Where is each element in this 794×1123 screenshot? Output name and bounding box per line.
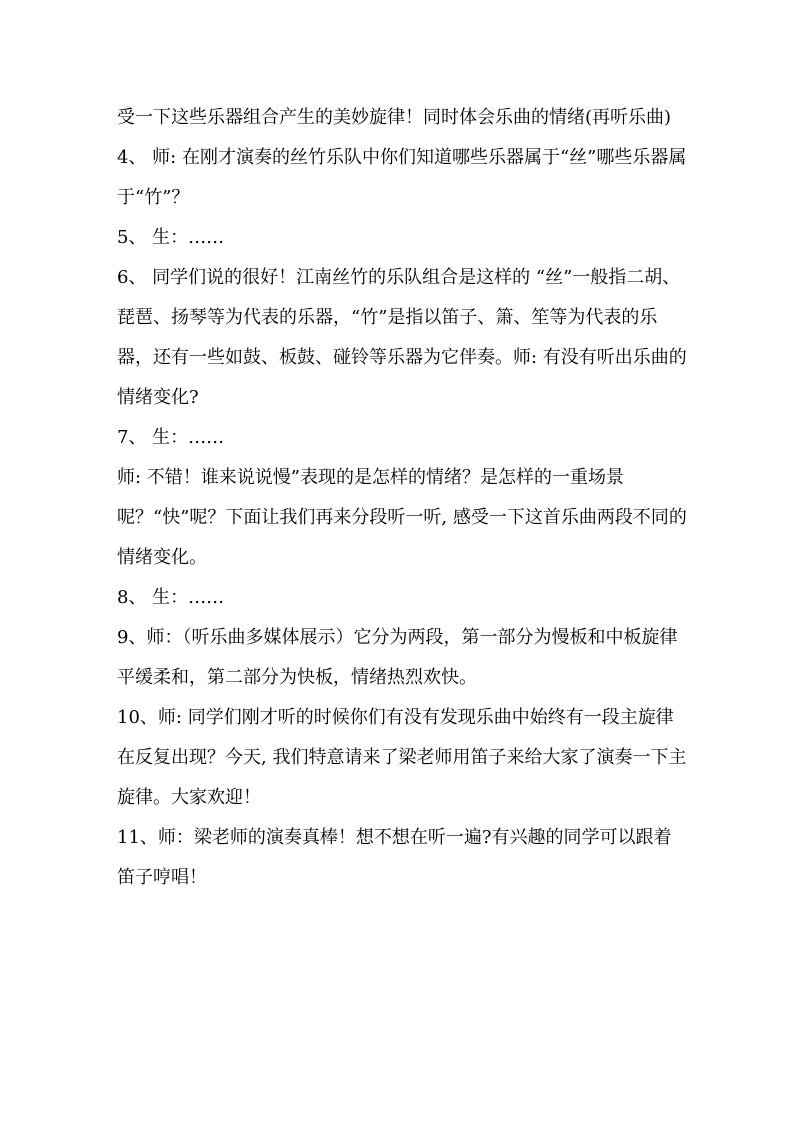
paragraph-item-5: 5、 生：…… <box>117 227 225 248</box>
paragraph-item-11: 11、师：梁老师的演奏真棒！想不想在听一遍?有兴趣的同学可以跟着笛子哼唱！ <box>117 827 672 888</box>
paragraph-item-4: 4、 师: 在刚才演奏的丝竹乐队中你们知道哪些乐器属于“丝”哪些乐器属于“竹”？ <box>117 147 687 208</box>
paragraph-item-9: 9、师：（听乐曲多媒体展示）它分为两段，第一部分为慢板和中板旋律平缓柔和，第二部分为快板，情绪热烈欢快。 <box>117 627 678 688</box>
paragraph-item-10: 10、师: 同学们刚才听的时候你们有没有发现乐曲中始终有一段主旋律在反复出现？今天, 我们特意请来了梁老师用笛子来给大家了演奏一下主旋律。大家欢迎！ <box>117 707 687 808</box>
paragraph-item-8: 8、 生：…… <box>117 587 225 608</box>
paragraph-item-6: 6、 同学们说的很好！江南丝竹的乐队组合是这样的 “丝”一般指二胡、琵琶、扬琴等为代表的乐器，“竹”是指以笛子、箫、笙等为代表的乐器，还有一些如鼓、板鼓、碰铃等乐器为它伴奏。师: 有没有听出乐曲的情绪变化? <box>117 267 687 408</box>
paragraph-continuation: 受一下这些乐器组合产生的美妙旋律！同时体会乐曲的情绪(再听乐曲) <box>117 107 672 128</box>
paragraph-item-7: 7、 生：…… <box>117 427 225 448</box>
paragraph-teacher-remark: 师: 不错！谁来说说慢”表现的是怎样的情绪？是怎样的一重场景呢？“快”呢？下面让我们再来分段听一听, 感受一下这首乐曲两段不同的情绪变化。 <box>117 467 687 568</box>
document-body <box>117 98 687 898</box>
